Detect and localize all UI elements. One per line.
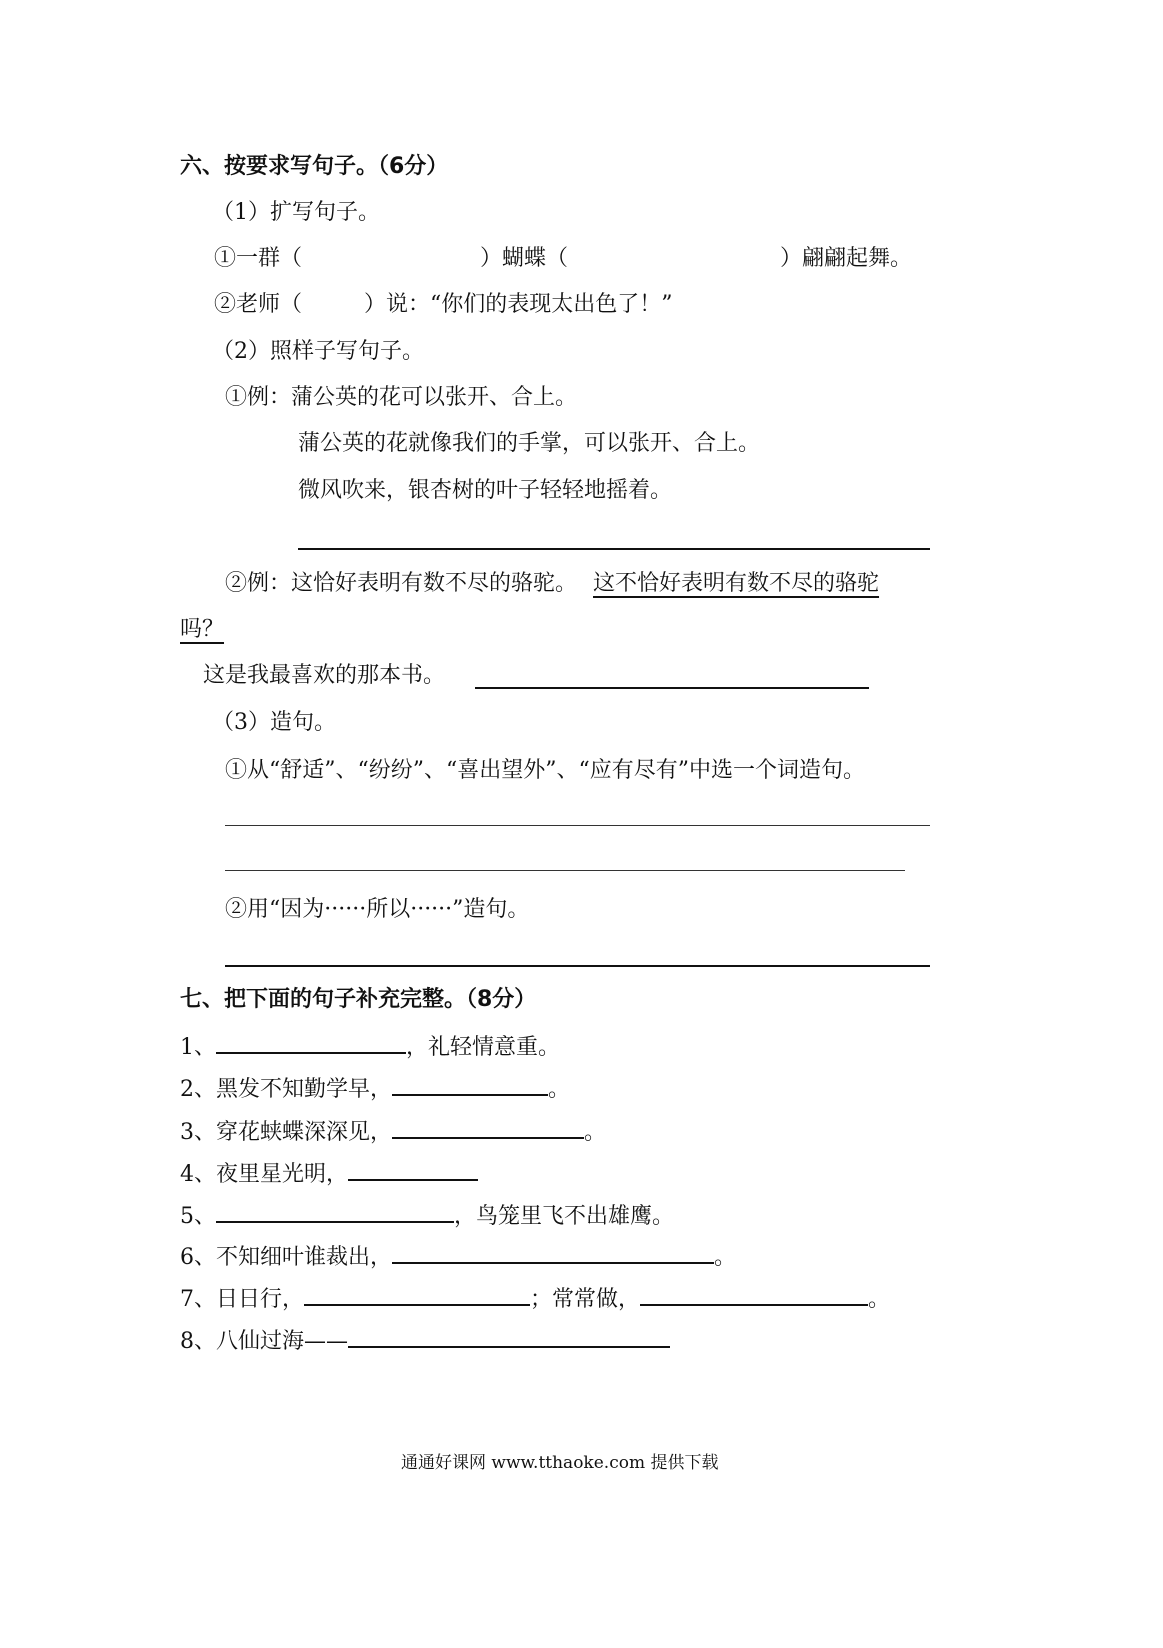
fill-blank[interactable]: [348, 1157, 478, 1181]
item-text-before: 黑发不知勤学早，: [216, 1077, 393, 1102]
q1-prefix: ①一群（: [214, 246, 303, 271]
item-number: 8、: [180, 1329, 216, 1354]
sentence-question-2: ②用“因为······所以······”造句。: [225, 897, 530, 922]
item-number: 2、: [180, 1077, 216, 1102]
fill-blank[interactable]: [392, 1072, 548, 1096]
fill-item-6: [180, 1240, 736, 1273]
example-2-prompt: 这是我最喜欢的那本书。: [203, 663, 446, 688]
q1-suffix: ）翩翩起舞。: [780, 246, 913, 271]
fill-blank[interactable]: [216, 1199, 454, 1223]
part-2-title: （2）照样子写句子。: [212, 339, 424, 364]
item-text-before: 不知细叶谁裁出，: [216, 1245, 393, 1270]
part-3-title: （3）造句。: [212, 710, 336, 735]
item-number: 6、: [180, 1245, 216, 1270]
sentence-line-1[interactable]: [225, 825, 930, 826]
item-text-after: 。: [584, 1120, 607, 1145]
fill-item-5: [180, 1199, 674, 1232]
fill-item-1: [180, 1030, 560, 1063]
fill-item-3: [180, 1115, 606, 1148]
q2-prefix: ②老师（: [214, 292, 303, 317]
fill-blank[interactable]: [392, 1115, 584, 1139]
item-text-after: 。: [548, 1077, 571, 1102]
section-6-title: 六、按要求写句子。（6分）: [180, 154, 449, 179]
fill-blank[interactable]: [304, 1282, 530, 1306]
fill-item-4: [180, 1157, 478, 1190]
example-2-text: ②例：这恰好表明有数不尽的骆驼。: [225, 571, 578, 596]
fill-blank[interactable]: [216, 1030, 406, 1054]
example-2-label: [225, 569, 879, 599]
item-text-after: 。: [714, 1245, 737, 1270]
example-2-answer-end: 吗？: [180, 617, 225, 642]
example-1-answer: 蒲公英的花就像我们的手掌，可以张开、合上。: [298, 431, 761, 456]
example-1-answer-line[interactable]: [298, 548, 930, 550]
item-number: 1、: [180, 1035, 216, 1060]
item-number: 5、: [180, 1204, 216, 1229]
item-text-before: 日日行，: [216, 1287, 305, 1312]
fill-blank[interactable]: [348, 1324, 670, 1348]
item-text-middle: ；常常做，: [530, 1287, 641, 1312]
expand-question-2: [214, 290, 673, 320]
example-2-answer-line[interactable]: [475, 687, 869, 689]
example-1-label: ①例：蒲公英的花可以张开、合上。: [225, 385, 578, 410]
item-text-after: ，礼轻情意重。: [406, 1035, 561, 1060]
fill-item-2: [180, 1072, 570, 1105]
sentence-line-2[interactable]: [225, 870, 905, 871]
part-1-title: （1）扩写句子。: [212, 200, 380, 225]
q2-suffix: ）说：“你们的表现太出色了！”: [364, 292, 673, 317]
item-number: 7、: [180, 1287, 216, 1312]
item-text-after: ，鸟笼里飞不出雄鹰。: [454, 1204, 675, 1229]
fill-item-7: [180, 1282, 890, 1315]
fill-blank[interactable]: [640, 1282, 868, 1306]
item-text-before: 夜里星光明，: [216, 1162, 349, 1187]
sentence-question-1: ①从“舒适”、“纷纷”、“喜出望外”、“应有尽有”中选一个词造句。: [225, 758, 865, 783]
item-text-after: 。: [868, 1287, 891, 1312]
fill-item-8: [180, 1324, 670, 1357]
item-text-before: 八仙过海——: [216, 1329, 349, 1354]
footer-source: 通通好课网 www.tthaoke.com 提供下载: [401, 1453, 719, 1473]
expand-question-1: [214, 244, 912, 274]
item-text-before: 穿花蛱蝶深深见，: [216, 1120, 393, 1145]
example-2-answer: 这不恰好表明有数不尽的骆驼: [593, 571, 880, 596]
fill-blank[interactable]: [392, 1240, 714, 1264]
example-1-prompt: 微风吹来，银杏树的叶子轻轻地摇着。: [298, 478, 673, 503]
q1-middle: ）蝴蝶（: [480, 246, 569, 271]
sentence-line-3[interactable]: [225, 965, 930, 967]
item-number: 3、: [180, 1120, 216, 1145]
section-7-title: 七、把下面的句子补充完整。（8分）: [180, 987, 537, 1012]
item-number: 4、: [180, 1162, 216, 1187]
